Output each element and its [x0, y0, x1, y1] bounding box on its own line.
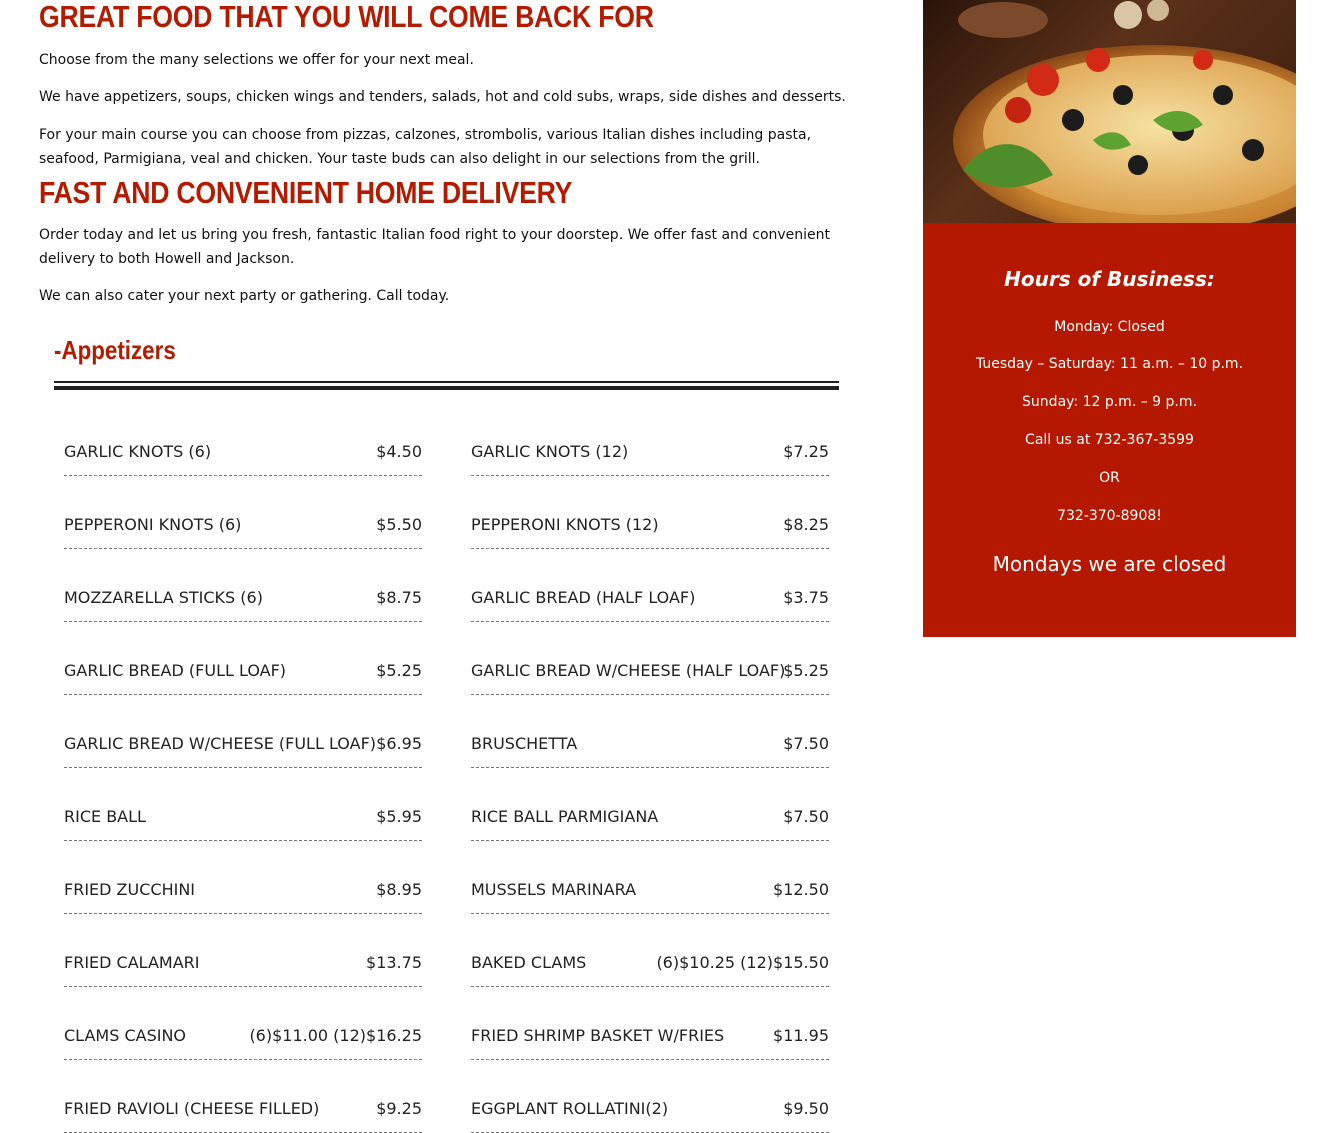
- menu-item-name: GARLIC BREAD W/CHEESE (FULL LOAF): [64, 734, 377, 753]
- phone-line-2: 732-370-8908!: [1057, 508, 1162, 524]
- menu-item-price: $7.50: [783, 807, 829, 826]
- intro-paragraph-3: For your main course you can choose from pizzas, calzones, strombolis, various Italian dishes including pasta, seafood, Parmigiana, veal and chicken. Your taste buds can also delight in our selections from the grill.: [39, 127, 812, 167]
- menu-divider: [54, 381, 839, 390]
- phone-or: OR: [1099, 470, 1120, 486]
- menu-item: [64, 649, 422, 695]
- menu-item: [64, 430, 422, 476]
- pizza-photo: [923, 0, 1296, 223]
- menu-item-name: GARLIC KNOTS (6): [64, 442, 212, 461]
- menu-item: [64, 795, 422, 841]
- menu-item-price: $8.75: [376, 588, 422, 607]
- intro-paragraph-1: Choose from the many selections we offer for your next meal.: [39, 52, 474, 68]
- menu-item-price: (6)$11.00 (12)$16.25: [249, 1026, 422, 1045]
- menu-item: [64, 1087, 422, 1133]
- menu-item: [64, 941, 422, 987]
- menu-item: [471, 430, 829, 476]
- menu-item: [471, 941, 829, 987]
- menu-item-price: $7.25: [783, 442, 829, 461]
- menu-item: [64, 576, 422, 622]
- menu-item: [471, 1087, 829, 1133]
- menu-item: [471, 1014, 829, 1060]
- menu-item-price: $13.75: [366, 953, 422, 972]
- menu-item-price: $7.50: [783, 734, 829, 753]
- menu-item-name: FRIED RAVIOLI (CHEESE FILLED): [64, 1099, 320, 1118]
- menu-item-price: $8.25: [783, 515, 829, 534]
- menu-item-price: $9.25: [376, 1099, 422, 1118]
- intro-paragraph-2: We have appetizers, soups, chicken wings and tenders, salads, hot and cold subs, wraps, side dishes and desserts.: [39, 89, 846, 105]
- menu-item-price: $9.50: [783, 1099, 829, 1118]
- menu-item-name: FRIED ZUCCHINI: [64, 880, 196, 899]
- menu-item-name: MUSSELS MARINARA: [471, 880, 637, 899]
- menu-item: [471, 649, 829, 695]
- menu-item-name: BRUSCHETTA: [471, 734, 578, 753]
- menu-item-name: PEPPERONI KNOTS (6): [64, 515, 242, 534]
- menu-item-price: $6.95: [376, 734, 422, 753]
- menu-heading-appetizers: -Appetizers: [54, 335, 176, 365]
- hours-box: [923, 223, 1296, 637]
- menu-item: [471, 868, 829, 914]
- menu-item: [471, 795, 829, 841]
- menu-item-price: (6)$10.25 (12)$15.50: [656, 953, 829, 972]
- menu-item-name: MOZZARELLA STICKS (6): [64, 588, 263, 607]
- menu-item-price: $5.25: [376, 661, 422, 680]
- delivery-paragraph-2: We can also cater your next party or gathering. Call today.: [39, 288, 450, 304]
- menu-item-price: $5.25: [783, 661, 829, 680]
- closed-note: Mondays we are closed: [992, 552, 1227, 576]
- menu-item-price: $11.95: [773, 1026, 829, 1045]
- hours-monday: Monday: Closed: [1054, 319, 1165, 335]
- delivery-paragraph-1: Order today and let us bring you fresh, fantastic Italian food right to your doorstep. We offer fast and convenient delivery to both Howell and Jackson.: [39, 227, 831, 267]
- menu-item-name: PEPPERONI KNOTS (12): [471, 515, 659, 534]
- menu-item-name: FRIED SHRIMP BASKET W/FRIES: [471, 1026, 725, 1045]
- menu-item-name: GARLIC KNOTS (12): [471, 442, 629, 461]
- menu-item: [64, 1014, 422, 1060]
- menu-item-price: $8.95: [376, 880, 422, 899]
- menu-item-price: $3.75: [783, 588, 829, 607]
- menu-item-name: EGGPLANT ROLLATINI(2): [471, 1099, 669, 1118]
- menu-item-price: $5.50: [376, 515, 422, 534]
- menu-item: [64, 503, 422, 549]
- menu-item-name: RICE BALL: [64, 807, 146, 826]
- section-title-delivery: FAST AND CONVENIENT HOME DELIVERY: [39, 175, 573, 210]
- hours-sunday: Sunday: 12 p.m. – 9 p.m.: [1022, 394, 1197, 410]
- menu-item-name: RICE BALL PARMIGIANA: [471, 807, 659, 826]
- menu-item: [471, 503, 829, 549]
- menu-item-price: $12.50: [773, 880, 829, 899]
- phone-line-1: Call us at 732-367-3599: [1025, 432, 1194, 448]
- menu-item: [471, 722, 829, 768]
- menu-item-name: GARLIC BREAD W/CHEESE (HALF LOAF): [471, 661, 786, 680]
- section-title-great-food: GREAT FOOD THAT YOU WILL COME BACK FOR: [39, 0, 654, 34]
- menu-item-name: GARLIC BREAD (FULL LOAF): [64, 661, 287, 680]
- menu-item-name: FRIED CALAMARI: [64, 953, 200, 972]
- menu-item-name: GARLIC BREAD (HALF LOAF): [471, 588, 696, 607]
- pizza-illustration: [923, 0, 1296, 223]
- menu-item-name: BAKED CLAMS: [471, 953, 587, 972]
- menu-item: [471, 576, 829, 622]
- menu-item-name: CLAMS CASINO: [64, 1026, 186, 1045]
- hours-tue-sat: Tuesday – Saturday: 11 a.m. – 10 p.m.: [975, 356, 1244, 372]
- menu-item-price: $4.50: [376, 442, 422, 461]
- menu-item-price: $5.95: [376, 807, 422, 826]
- hours-title: Hours of Business:: [1004, 267, 1215, 291]
- menu-item: [64, 722, 422, 768]
- menu-item: [64, 868, 422, 914]
